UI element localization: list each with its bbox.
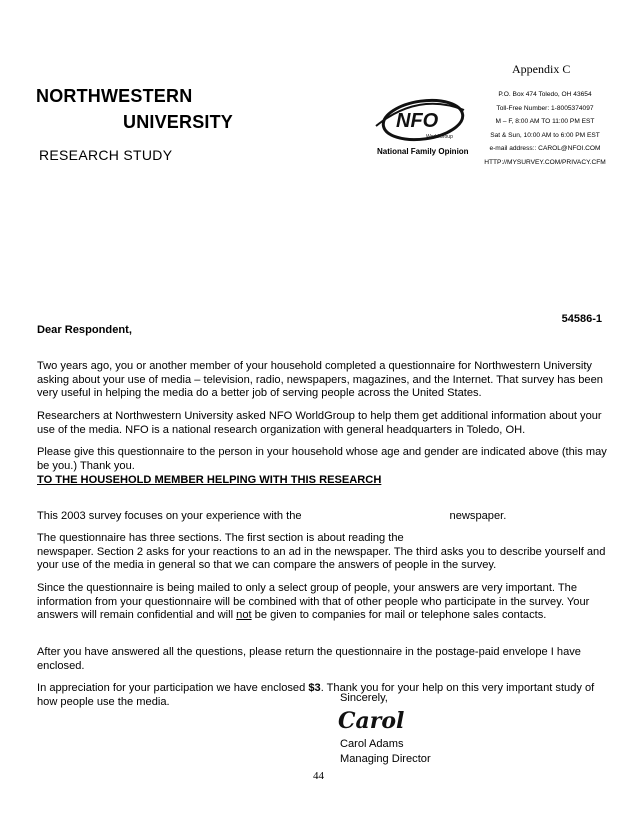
sections-rest: newspaper. Section 2 asks for your reactions to an ad in the newspaper. The third asks you to describe yourself and your use of the media in general so that we can compare the answers of people in the survey. bbox=[37, 545, 606, 572]
paragraph-confidentiality bbox=[37, 582, 607, 623]
contact-weekday-hours: M – F, 8:00 AM TO 11:00 PM EST bbox=[495, 118, 595, 126]
signer-name: Carol Adams bbox=[340, 738, 404, 750]
appreciation-text-after: . Thank you for your help on this very important study of how people use the media. bbox=[37, 682, 595, 708]
confidentiality-not: not bbox=[236, 609, 252, 622]
appreciation-text-before: In appreciation for your participation we have enclosed bbox=[37, 682, 309, 695]
contact-weekend-hours: Sat & Sun, 10:00 AM to 6:00 PM EST bbox=[490, 131, 600, 139]
nfo-logo-subtext: WorldGroup bbox=[426, 134, 453, 140]
survey-focus-start: This 2003 survey focuses on your experience with the bbox=[37, 510, 302, 523]
paragraph-instructions: Please give this questionnaire to the person in your household whose age and gender are indicated above (this may be you.) Thank you. bbox=[37, 446, 607, 472]
confidentiality-text-before: Since the questionnaire is being mailed to only a select group of people, your answers are very important. The information from your questionnaire will be combined with that of other people who participate in the survey. Your answers will remain confidential and will bbox=[37, 582, 590, 622]
university-name-line2: UNIVERSITY bbox=[123, 112, 234, 132]
signer-title: Managing Director bbox=[340, 753, 431, 765]
contact-phone: Toll-Free Number: 1-8005374097 bbox=[496, 104, 594, 112]
confidentiality-text-after: be given to companies for mail or telephone sales contacts. bbox=[251, 609, 547, 622]
contact-block bbox=[470, 88, 620, 170]
nfo-logo-text: NFO bbox=[396, 110, 439, 132]
greeting: Dear Respondent, bbox=[37, 324, 132, 336]
handwritten-signature bbox=[336, 706, 406, 736]
appendix-label: Appendix C bbox=[512, 62, 571, 76]
paragraph-researchers: Researchers at Northwestern University asked NFO WorldGroup to help them get additional information about your use of the media. NFO is a national research organization with general headquarters in Toledo, OH. bbox=[37, 410, 602, 436]
logo-caption: National Family Opinion bbox=[377, 147, 469, 156]
paragraph-survey-focus bbox=[37, 510, 607, 524]
page-number: 44 bbox=[313, 770, 324, 782]
survey-focus-end: newspaper. bbox=[449, 510, 507, 523]
section-heading: TO THE HOUSEHOLD MEMBER HELPING WITH THIS RESEARCH bbox=[37, 474, 382, 486]
signature-text: Carol bbox=[338, 708, 405, 734]
paragraph-sections bbox=[37, 532, 607, 573]
paragraph-intro: Two years ago, you or another member of your household completed a questionnaire for Northwestern University asking about your use of media – television, radio, newspapers, magazines, and the Internet. That survey has been very useful in helping the media do a better job of serving people across the United States. bbox=[37, 360, 603, 400]
contact-url: HTTP://MYSURVEY.COM/PRIVACY.CFM bbox=[484, 158, 606, 166]
paragraph-appreciation bbox=[37, 682, 607, 709]
contact-address: P.O. Box 474 Toledo, OH 43654 bbox=[498, 91, 592, 98]
research-study-label: RESEARCH STUDY bbox=[39, 147, 173, 163]
contact-email: e-mail address:: CAROL@NFOI.COM bbox=[489, 145, 601, 153]
sections-line1: The questionnaire has three sections. The first section is about reading the bbox=[37, 532, 404, 545]
enclosed-amount: $3 bbox=[308, 682, 321, 695]
closing-sincerely: Sincerely, bbox=[340, 692, 388, 704]
nfo-logo bbox=[368, 96, 468, 144]
university-name-line1: NORTHWESTERN bbox=[36, 86, 193, 106]
paragraph-return: After you have answered all the questions, please return the questionnaire in the postage-paid envelope I have enclosed. bbox=[37, 646, 581, 672]
respondent-code: 54586-1 bbox=[561, 313, 602, 325]
